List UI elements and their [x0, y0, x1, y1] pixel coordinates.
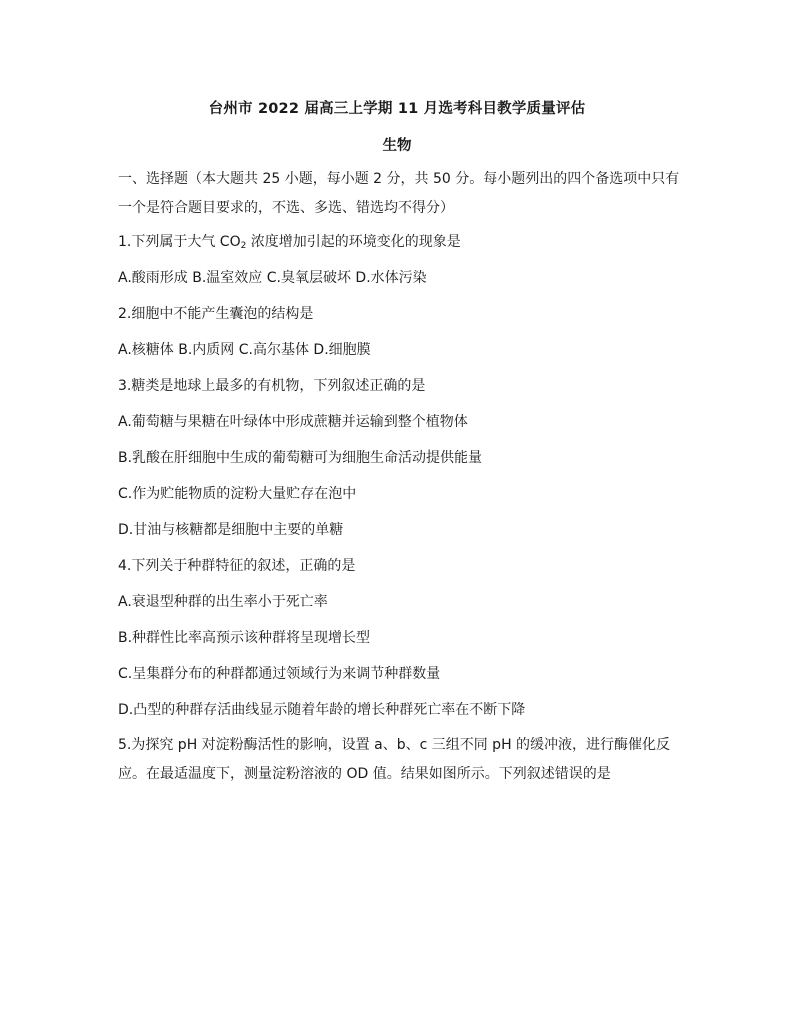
question-2-options: A.核糖体 B.内质网 C.高尔基体 D.细胞膜: [118, 342, 371, 358]
section-heading: 一、选择题（本大题共 25 小题，每小题 2 分，共 50 分。每小题列出的四个备选项中只有一个是符合题目要求的，不选、多选、错选均不得分）: [118, 171, 680, 216]
question-4-option-a: A.衰退型种群的出生率小于死亡率: [118, 594, 328, 610]
question-4-stem: 4.下列关于种群特征的叙述，正确的是: [118, 558, 356, 574]
question-3-option-c: C.作为贮能物质的淀粉大量贮存在泡中: [118, 486, 357, 502]
question-3-stem: 3.糖类是地球上最多的有机物，下列叙述正确的是: [118, 378, 426, 394]
question-1-stem-text-end: 浓度增加引起的环境变化的现象是: [246, 234, 461, 250]
question-1-stem: [118, 232, 688, 252]
exam-subject: 生物: [382, 138, 412, 154]
question-3-option-d: D.甘油与核糖都是细胞中主要的单糖: [118, 522, 344, 538]
question-3-option-b: B.乳酸在肝细胞中生成的葡萄糖可为细胞生命活动提供能量: [118, 450, 483, 466]
question-4-option-d: D.凸型的种群存活曲线显示随着年龄的增长种群死亡率在不断下降: [118, 702, 526, 718]
question-5-stem: 5.为探究 pH 对淀粉酶活性的影响，设置 a、b、c 三组不同 pH 的缓冲液，进行酶催化反应。在最适温度下，测量淀粉溶液的 OD 值。结果如图所示。下列叙述错误的是: [118, 737, 671, 782]
co2-subscript: 2: [240, 241, 247, 251]
exam-title: 台州市 2022 届高三上学期 11 月选考科目教学质量评估: [208, 101, 586, 117]
question-1-stem-text: 1.下列属于大气 CO: [118, 234, 241, 250]
question-2-stem: 2.细胞中不能产生囊泡的结构是: [118, 306, 314, 322]
question-3-option-a: A.葡萄糖与果糖在叶绿体中形成蔗糖并运输到整个植物体: [118, 414, 468, 430]
question-4-option-c: C.呈集群分布的种群都通过领域行为来调节种群数量: [118, 666, 441, 682]
question-1-options: A.酸雨形成 B.温室效应 C.臭氧层破坏 D.水体污染: [118, 270, 427, 286]
question-4-option-b: B.种群性比率高预示该种群将呈现增长型: [118, 630, 371, 646]
